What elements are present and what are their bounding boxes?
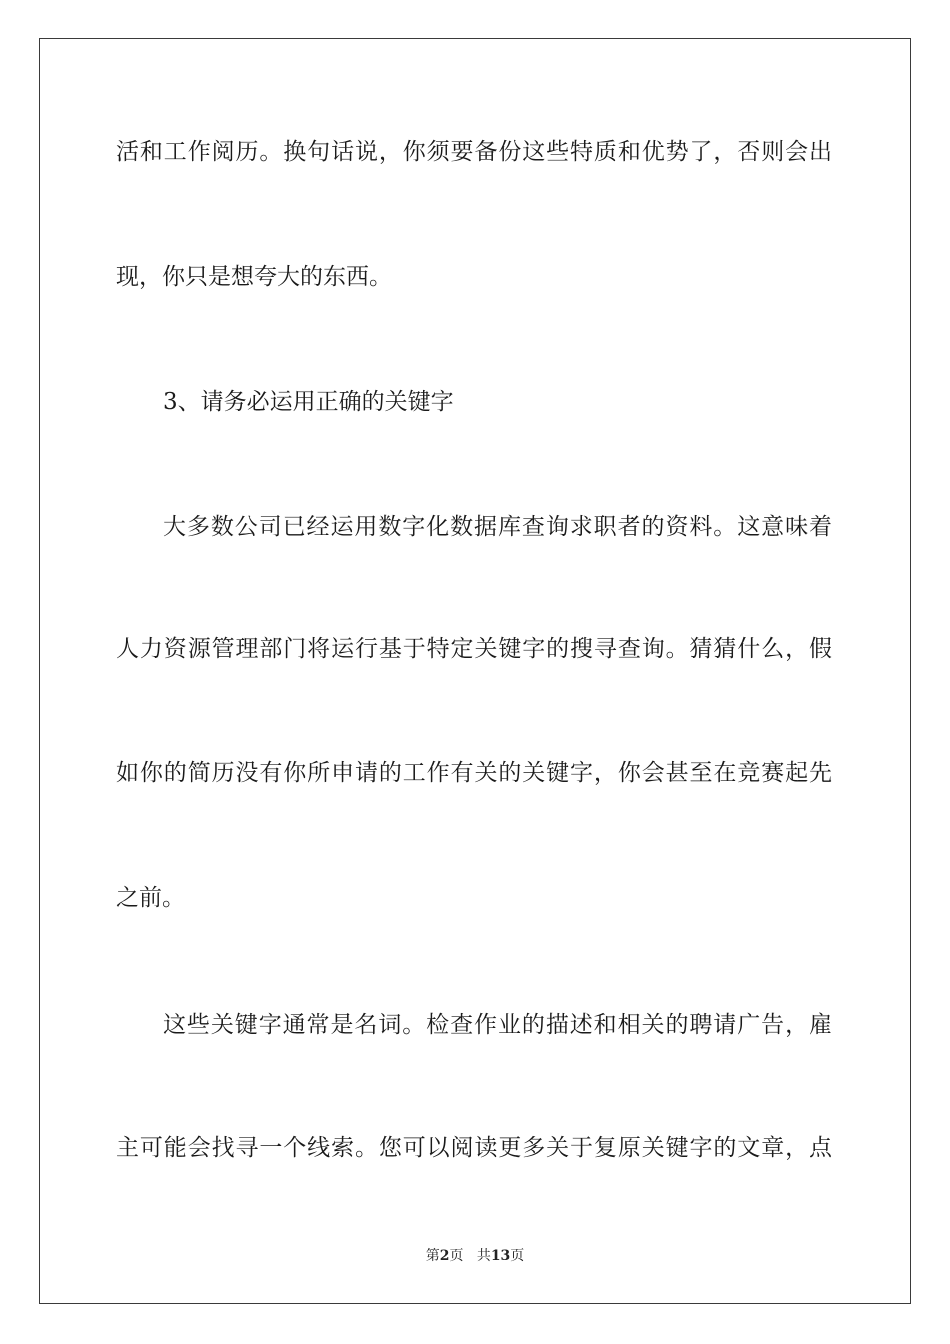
paragraph-line: 主可能会找寻一个线索。您可以阅读更多关于复原关键字的文章，点 bbox=[116, 1135, 832, 1161]
total-pages: 13 bbox=[490, 1248, 511, 1264]
paragraph-line: 这些关键字通常是名词。检查作业的描述和相关的聘请广告，雇 bbox=[163, 1012, 832, 1038]
page-prefix: 第 bbox=[425, 1248, 440, 1264]
paragraph-line: 之前。 bbox=[116, 885, 185, 911]
paragraph-line: 人力资源管理部门将运行基于特定关键字的搜寻查询。猜猜什么，假 bbox=[116, 636, 832, 662]
total-suffix: 页 bbox=[510, 1248, 525, 1264]
page-footer bbox=[0, 1247, 950, 1265]
paragraph-line: 现，你只是想夸大的东西。 bbox=[116, 264, 392, 290]
page-number: 2 bbox=[439, 1248, 450, 1264]
paragraph-line: 大多数公司已经运用数字化数据库查询求职者的资料。这意味着 bbox=[163, 514, 832, 540]
paragraph-line: 如你的简历没有你所申请的工作有关的关键字，你会甚至在竞赛起先 bbox=[116, 760, 832, 786]
total-prefix: 共 bbox=[476, 1248, 491, 1264]
section-heading: 3、请务必运用正确的关键字 bbox=[163, 389, 454, 415]
page-suffix: 页 bbox=[449, 1248, 464, 1264]
page-border bbox=[39, 38, 911, 1304]
paragraph-line: 活和工作阅历。换句话说，你须要备份这些特质和优势了，否则会出 bbox=[116, 139, 832, 165]
